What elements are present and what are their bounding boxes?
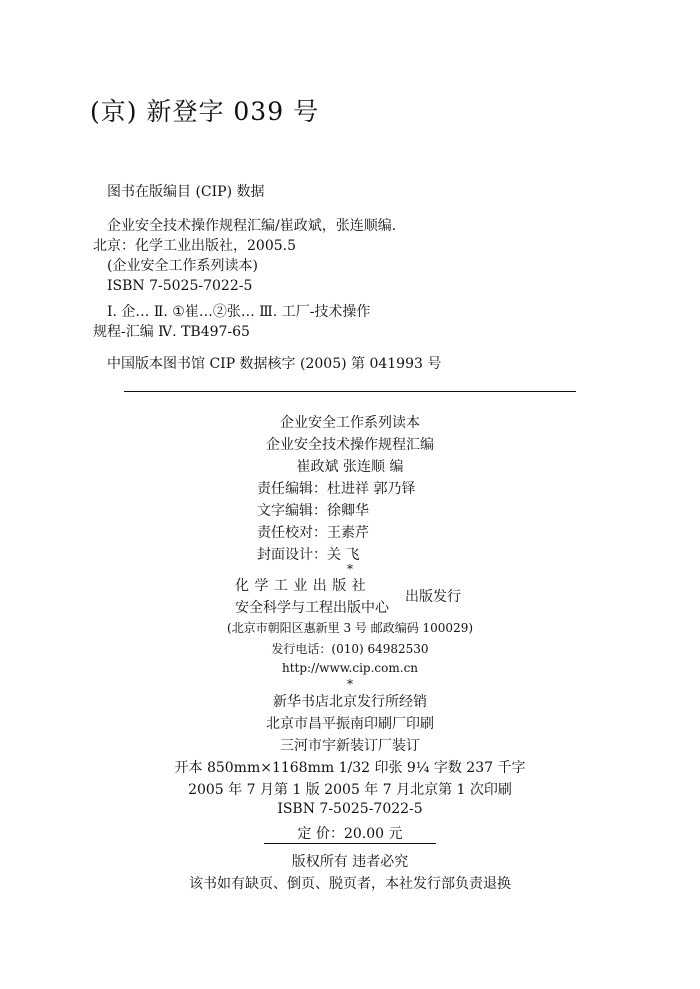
- publisher-phone: 发行电话：(010) 64982530: [271, 642, 429, 656]
- book-title: 企业安全技术操作规程汇编: [266, 437, 434, 453]
- separator-star: *: [347, 677, 353, 691]
- top-divider: [124, 391, 576, 392]
- return-policy: 该书如有缺页、倒页、脱页者，本社发行部负责退换: [189, 876, 511, 892]
- cip-subjects: [93, 302, 371, 342]
- cip-entry-line: ISBN 7-5025-7022-5: [107, 278, 253, 294]
- bottom-divider: [264, 843, 436, 844]
- publication-registration: (京) 新登字 039 号: [90, 97, 320, 126]
- credit-proofreader: 责任校对：王素芹: [257, 525, 369, 541]
- credit-text-editor: 文字编辑：徐卿华: [257, 503, 369, 519]
- cip-entry-line: 北京：化学工业出版社，2005.5: [93, 238, 296, 254]
- publisher-address: (北京市朝阳区惠新里 3 号 邮政编码 100029): [226, 621, 474, 635]
- separator-star: *: [347, 562, 353, 576]
- cip-heading: 图书在版编目 (CIP) 数据: [107, 184, 265, 200]
- publisher-name: 化 学 工 业 出 版 社: [235, 578, 367, 594]
- credit-cover-design: 封面设计：关 飞: [257, 547, 360, 563]
- cip-entry-line: (企业安全工作系列读本): [107, 258, 258, 274]
- authors: 崔政斌 张连顺 编: [296, 459, 404, 475]
- publisher-suffix: 出版发行: [405, 589, 461, 605]
- printer: 北京市昌平振南印刷厂印刷: [266, 716, 434, 732]
- credit-editor: 责任编辑：杜进祥 郭乃铎: [257, 481, 416, 497]
- format-info: 开本 850mm×1168mm 1/32 印张 9¼ 字数 237 千字: [174, 760, 526, 776]
- edition-info: 2005 年 7 月第 1 版 2005 年 7 月北京第 1 次印刷: [188, 782, 512, 798]
- cip-approval: 中国版本图书馆 CIP 数据核字 (2005) 第 041993 号: [107, 356, 442, 372]
- copyright-notice: 版权所有 违者必究: [291, 854, 409, 870]
- publisher-center: 安全科学与工程出版中心: [235, 600, 389, 616]
- isbn: ISBN 7-5025-7022-5: [277, 801, 423, 817]
- cip-entry-line: 企业安全技术操作规程汇编/崔政斌，张连顺编.: [107, 218, 397, 234]
- cip-subject-line: 规程-汇编 Ⅳ. TB497-65: [93, 324, 250, 340]
- cip-subject-line: Ⅰ. 企… Ⅱ. ①崔…②张… Ⅲ. 工厂-技术操作: [107, 304, 371, 320]
- binder: 三河市宇新装订厂装订: [280, 738, 420, 754]
- cip-entry: [93, 216, 397, 296]
- publisher-website: http://www.cip.com.cn: [281, 661, 419, 675]
- distributor: 新华书店北京发行所经销: [273, 694, 427, 710]
- price: 定 价：20.00 元: [297, 826, 403, 842]
- series-title: 企业安全工作系列读本: [280, 415, 420, 431]
